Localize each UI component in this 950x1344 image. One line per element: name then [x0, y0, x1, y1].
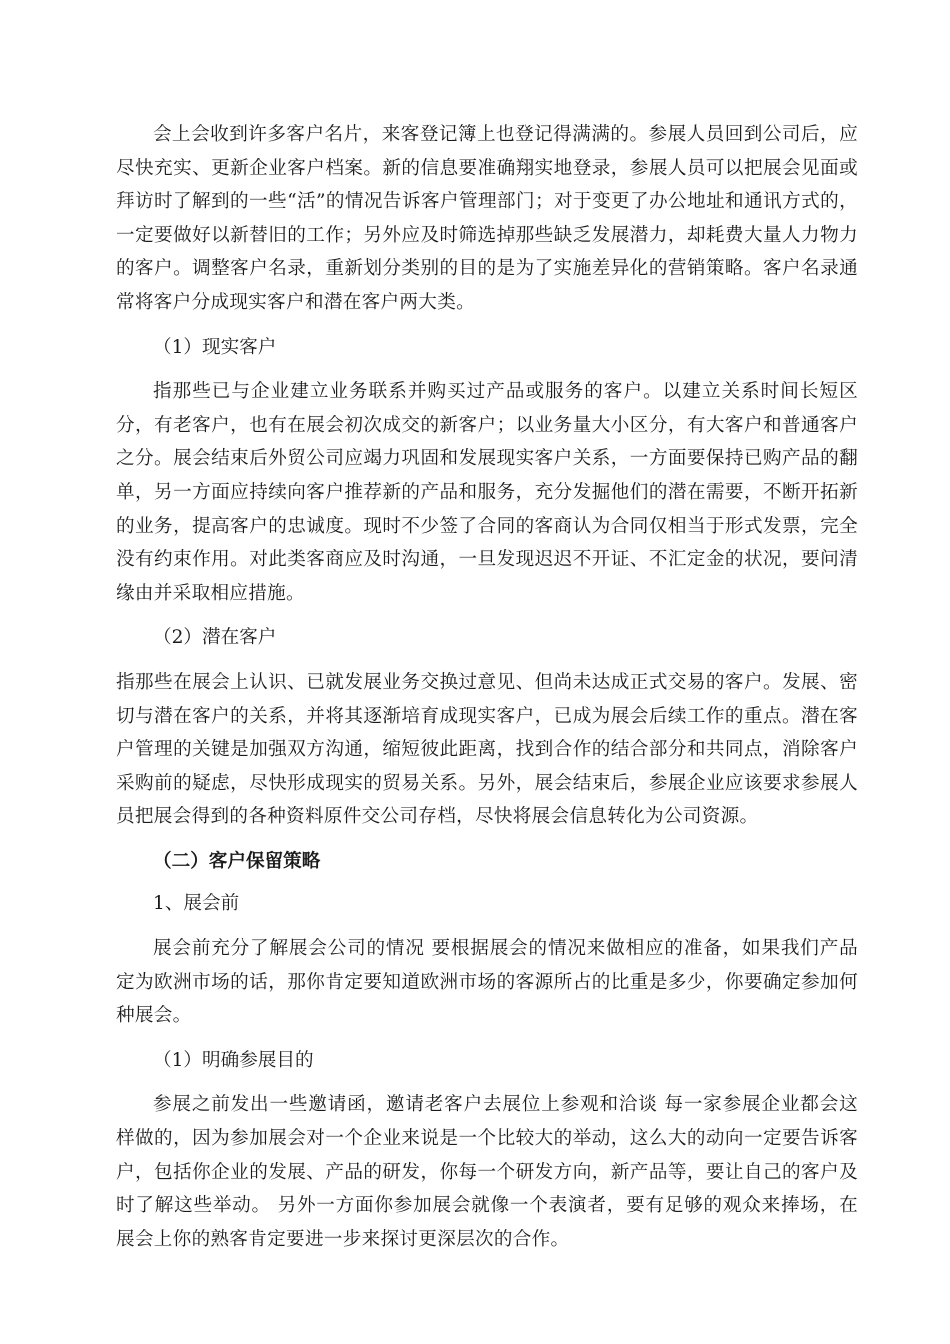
heading-potential-customers: （2）潜在客户	[153, 627, 277, 649]
document-page	[116, 118, 858, 1256]
heading-exhibition-purpose: （1）明确参展目的	[153, 1049, 314, 1071]
heading-existing-customers: （1）现实客户	[153, 336, 277, 358]
paragraph-before-exhibition: 展会前充分了解展会公司的情况 要根据展会的情况来做相应的准备，如果我们产品定为欧洲市场的话，那你肯定要知道欧洲市场的客源所占的比重是多少，你要确定参加何种展会。	[116, 938, 858, 1027]
heading-before-exhibition: 1、展会前	[153, 893, 240, 915]
paragraph-potential-customers: 指那些在展会上认识、已就发展业务交换过意见、但尚未达成正式交易的客户。发展、密切与潜在客户的关系，并将其逐渐培育成现实客户，已成为展会后续工作的重点。潜在客户管理的关键是加强双方沟通，缩短彼此距离，找到合作的结合部分和共同点，消除客户采购前的疑虑，尽快形成现实的贸易关系。另外，展会结束后，参展企业应该要求参展人员把展会得到的各种资料原件交公司存档，尽快将展会信息转化为公司资源。	[116, 671, 858, 828]
paragraph-exhibition-purpose: 参展之前发出一些邀请函，邀请老客户去展位上参观和洽谈 每一家参展企业都会这样做的，因为参加展会对一个企业来说是一个比较大的举动，这么大的动向一定要告诉客户，包括你企业的发展、产品的研发，你每一个研发方向，新产品等，要让自己的客户及时了解这些举动。 另外一方面你参加展会就像一个表演者，要有足够的观众来捧场，在展会上你的熟客肯定要进一步来探讨更深层次的合作。	[116, 1094, 858, 1250]
paragraph-existing-customers: 指那些已与企业建立业务联系并购买过产品或服务的客户。以建立关系时间长短区分，有老客户，也有在展会初次成交的新客户；以业务量大小区分，有大客户和普通客户之分。展会结束后外贸公司应竭力巩固和发展现实客户关系，一方面要保持已购产品的翻单，另一方面应持续向客户推荐新的产品和服务，充分发掘他们的潜在需要，不断开拓新的业务，提高客户的忠诚度。现时不少签了合同的客商认为合同仅相当于形式发票，完全没有约束作用。对此类客商应及时沟通，一旦发现迟迟不开证、不汇定金的状况，要问清缘由并采取相应措施。	[116, 381, 858, 604]
section-heading-retention: （二）客户保留策略	[153, 850, 321, 872]
paragraph-intro: 会上会收到许多客户名片，来客登记簿上也登记得满满的。参展人员回到公司后，应尽快充实、更新企业客户档案。新的信息要准确翔实地登录，参展人员可以把展会见面或拜访时了解到的一些“活”的情况告诉客户管理部门；对于变更了办公地址和通讯方式的，一定要做好以新替旧的工作；另外应及时筛选掉那些缺乏发展潜力，却耗费大量人力物力的客户。调整客户名录，重新划分类别的目的是为了实施差异化的营销策略。客户名录通常将客户分成现实客户和潜在客户两大类。	[116, 124, 858, 313]
